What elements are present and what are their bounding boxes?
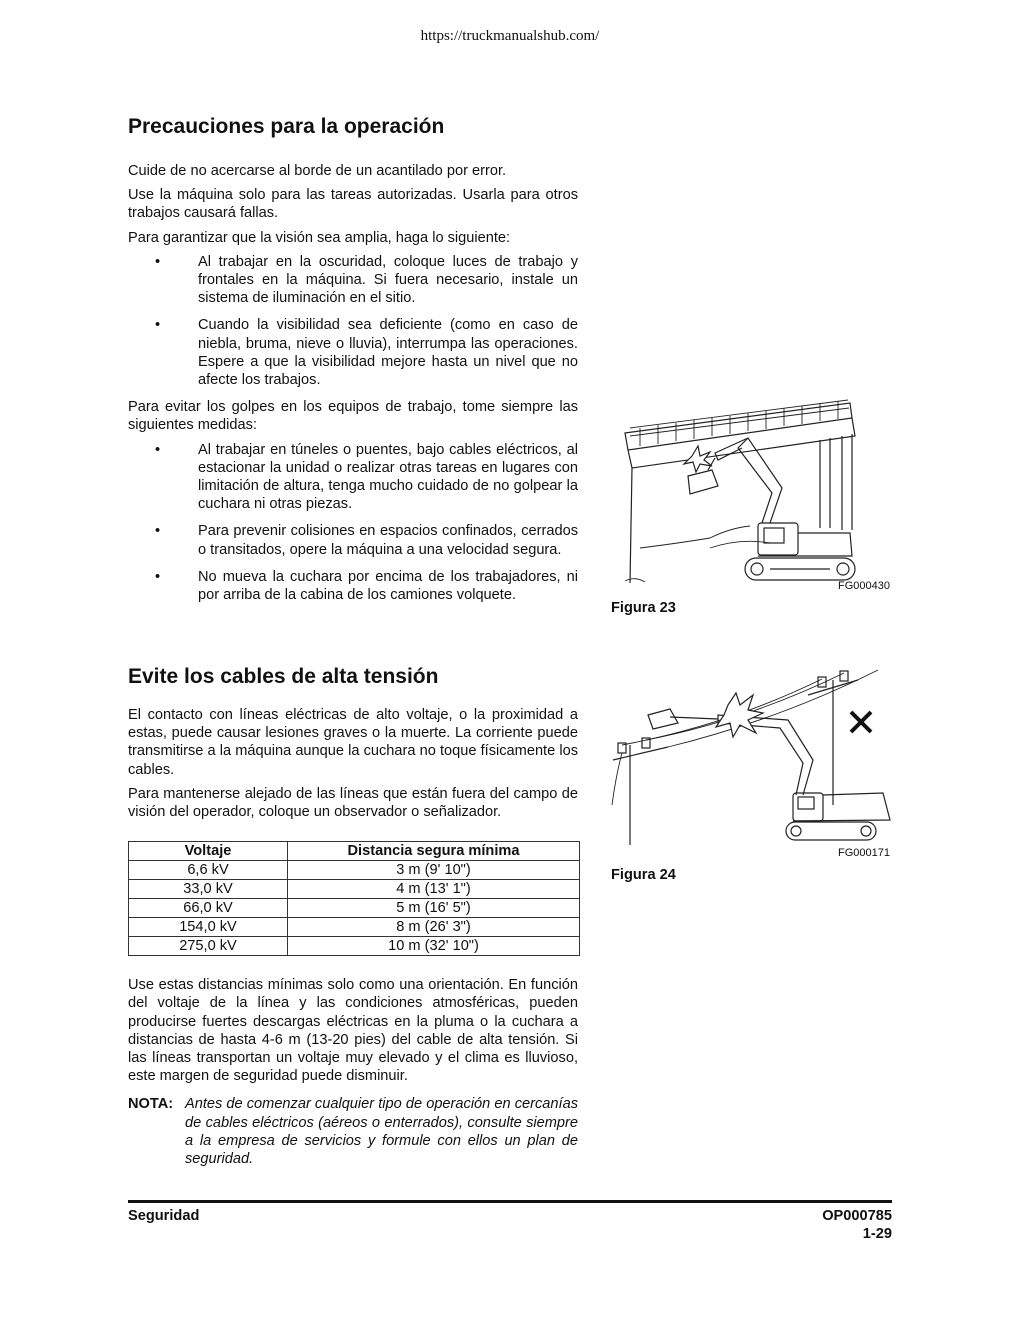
distance-cell: 8 m (26' 3") [288,918,580,937]
distance-cell: 4 m (13' 1") [288,880,580,899]
bullet-item [128,441,578,514]
paragraph-distance-guidance: Use estas distancias mínimas solo como una orientación. En función del voltaje de la línea y las condiciones atmosféricas, pueden producirse fuertes descargas eléctricas en la pluma o la cuchara a distancias de hasta 4-6 m (13-20 pies) del cable de alta tensión. Si las líneas transportan un voltaje muy elevado y el clima es lluvioso, este margen de seguridad puede disminuir. [128,977,578,1085]
bullet-item [128,316,578,389]
paragraph-observer: Para mantenerse alejado de las líneas que están fuera del campo de visión del operador, coloque un observador o señalizador. [128,785,578,821]
section-power-lines-body [128,706,578,1168]
safe-distance-table [128,841,580,956]
bullet-text: Para prevenir colisiones en espacios confinados, cerrados o transitados, opere la máquina a una velocidad segura. [198,523,578,558]
figure-24-code: FG000171 [838,847,890,859]
bullet-item [128,253,578,308]
table-row [129,880,580,899]
bullet-text: Al trabajar en túneles o puentes, bajo cables eléctricos, al estacionar la unidad o realizar otras tareas en lugares con limitación de altura, tenga mucho cuidado de no golpear la cuchara ni otras piezas. [198,441,578,513]
voltage-cell: 275,0 kV [129,937,288,956]
footer-document-number: OP000785 [822,1208,892,1224]
distance-cell: 5 m (16' 5") [288,899,580,918]
table-header-row [129,842,580,861]
column-header-distance: Distancia segura mínima [288,842,580,861]
figure-24-caption: Figura 24 [611,867,676,883]
voltage-cell: 66,0 kV [129,899,288,918]
section-operation-body [128,162,578,613]
voltage-cell: 33,0 kV [129,880,288,899]
figure-23-excavator-bridge-illustration [620,398,900,593]
voltage-cell: 6,6 kV [129,861,288,880]
bullet-item [128,568,578,604]
note-text: Antes de comenzar cualquier tipo de operación en cercanías de cables eléctricos (aéreos o enterrados), consulte siempre a la empresa de servicios y formule con ellos un plan de seguridad. [185,1096,578,1168]
bullet-mark: • [155,441,161,458]
bullet-mark: • [155,317,161,334]
voltage-cell: 154,0 kV [129,918,288,937]
distance-cell: 3 m (9' 10") [288,861,580,880]
note-label: NOTA: [128,1096,174,1113]
safety-note [128,1095,578,1168]
bullet-mark: • [155,523,161,540]
table-row [129,861,580,880]
footer-section-label: Seguridad [128,1208,200,1224]
bullet-text: Cuando la visibilidad sea deficiente (como en caso de niebla, bruma, nieve o lluvia), interrumpa las operaciones. Espere a que la visibilidad mejore hasta un nivel que no afecte los trabajos. [198,317,578,389]
figure-23-caption: Figura 23 [611,600,676,616]
bullet-text: Al trabajar en la oscuridad, coloque luces de trabajo y frontales en la máquina. Si fuera necesario, instale un sistema de iluminación en el sitio. [198,253,578,307]
section-title-operation: Precauciones para la operación [128,115,445,138]
paragraph-cliff: Cuide de no acercarse al borde de un acantilado por error. [128,163,507,179]
figure-23-code: FG000430 [838,580,890,592]
paragraph-impact-intro: Para evitar los golpes en los equipos de trabajo, tome siempre las siguientes medidas: [128,399,578,434]
paragraph-authorized-use: Use la máquina solo para las tareas autorizadas. Usarla para otros trabajos causará fallas. [128,187,578,222]
column-header-voltage: Voltaje [129,842,288,861]
figure-24-excavator-power-lines-illustration [608,665,898,845]
bullet-text: No mueva la cuchara por encima de los trabajadores, ni por arriba de la cabina de los camiones volquete. [198,568,578,604]
table-row [129,899,580,918]
paragraph-visibility-intro: Para garantizar que la visión sea amplia, haga lo siguiente: [128,229,511,246]
footer-page-number: 1-29 [862,1226,892,1242]
table-row [129,937,580,956]
bullet-mark: • [155,568,161,585]
bullet-item [128,522,578,558]
footer-divider [128,1200,892,1203]
bullet-mark: • [155,253,161,270]
table-row [129,918,580,937]
source-url[interactable]: https://truckmanualshub.com/ [420,28,600,44]
distance-cell: 10 m (32' 10") [288,937,580,956]
paragraph-contact-danger: El contacto con líneas eléctricas de alto voltaje, o la proximidad a estas, puede causar lesiones graves o la muerte. La corriente puede transmitirse a la máquina aunque la cuchara no toque físicamente los cables. [128,707,578,778]
section-title-power-lines: Evite los cables de alta tensión [128,665,439,688]
prohibited-x-icon [851,712,871,732]
